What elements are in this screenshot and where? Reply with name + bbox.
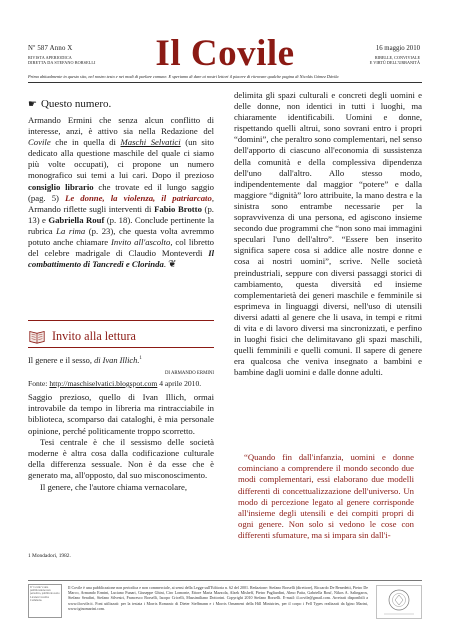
pointing-hand-icon: ☛ <box>28 99 37 111</box>
illich-quote: “Quando fin dall'infanzia, uomini e donne cominciano a comprendere il mondo secondo due modi complementari, essi elaborano due modelli differenti di concettualizzazione dell'universo. Un modo di percezione legato al genere corrisponde all'insieme degli utensili e dei compiti propri di ogni genere. Non solo si vedono le cose con differenti sfumature, ma si impara sin dall'i- <box>238 452 414 541</box>
masthead-right-subtitle <box>310 55 420 66</box>
intro-text-9: , col libretto del celebre madrigale di Claudio Monteverdi <box>28 237 214 259</box>
masthead-subtitle <box>28 55 138 66</box>
masthead-left <box>28 45 138 66</box>
section-rule <box>28 320 214 321</box>
masthead-right <box>310 45 420 66</box>
article-title-author: di Ivan Illich. <box>94 356 140 365</box>
invito-title: Invito alla lettura <box>52 328 136 343</box>
intro-text-1: Armando Ermini che senza alcun conflitto di interesse, anzi, è attivo sia nella Redazione del <box>28 115 214 137</box>
source-date: 4 aprile 2010. <box>157 379 202 388</box>
colophon-text: Il Covile è una pubblicazione non periodica e non commerciale, ai sensi della Legge sull'Editoria n. 62 del 2001. Redazione: Stefano Borselli (direttore), Riccardo De Benedetti, Pietro De Marco, Armando Ermini, Luciano Funari, Giuseppe Ghini, Ciro Lomonte, Ettore Maria Mazzola, Alzek Misheff, Pietro Pagliardini, Almo Paita, Gabriella Rouf, Nikos A. Salingaros, Stefano Serafini, Stefano Silvestri, Francesco Borselli, Iacopo Cricelli, Massimiliano Dottorini. Copyright 2010 Stefano Borselli. E-mail: il.covile@gmail.com. Arretrati disponibili a www.ilcovile.it. Font utilizzati: per la testata i Morris Romanic di Dieter Steffmann e i Morris Ornament della Hill Ministries, per il corpo i Fell Types realizzati da Igino Marini, www.iginomarini.com. <box>68 585 368 611</box>
source-label: Fonte: <box>28 379 50 388</box>
intro-text-2: che in quella di <box>50 137 121 148</box>
right-column-text: delimita gli spazi culturali e concreti degli uomini e delle donne, non identici in tutti i luoghi, ma chiaramente identificabili. Uomini e donne, rispettando quelli altrui, sono sovrani entro i propri “domini”, che peraltro sono complementari, nel senso dell'apporto di ciascuno all'economia di sussistenza della comunità e della complessiva dipendenza dell'uno dall'altro. Allo stesso modo, indipendentemente dal maggior “potere” e dalla maggiore “dignità” loro attribuite, la mano destra e la sinistra sono entrambe necessarie per la sopravvivenza di una persona, ed agiscono insieme secondo due programmi che “non sono mai immagini speculari l'uno dell'altro”. “Essere ben inserito significa sapere cosa si addice alle nostre donne e cosa ai nostri uomini”, scrive. Nelle società preindustriali, seppure con diversi passaggi storici di cambiamento, questa diversità ed insieme complementarietà dei generi maschile e femminile si esprimeva in linguaggi diversi, nell'uso di utensili diversi adatti al genere che li usava, in tempi e ritmi di vita e di lavoro diversi ma sincronizzati, e perfino in luoghi fisici che delimitavano gli spazi maschili, quelli femminili e quelli comuni. Il sapere di genere era qualcosa che veniva insegnato a bambini e bambine dagli uomini e dalle donne adulti. <box>234 90 422 378</box>
article-paragraph-3: Il genere, che l'autore chiama vernacolare, <box>40 481 187 492</box>
subtitle-line-2: DIRETTA DA STEFANO BORSELLI <box>28 60 96 66</box>
masthead-tagline: Prima abitualmente in questo sito, nel nostro testo e nei modi di parlare comune. E speriamo di dare ai nostri lettori il piacere di ritrovare qualche pagina di Nicolás Gómez Dávila <box>28 74 339 79</box>
article-paragraph-2: Tesi centrale è che il sessismo delle società moderne è altra cosa dalla codificazione culturale della differenza sessuale. Non è da esse che è generato ma, all'opposto, dal suo misconoscimento. <box>28 436 214 481</box>
author-fabio-brotto: Fabio Brotto <box>154 203 202 214</box>
article-title-text: Il genere e il sesso, <box>28 356 95 365</box>
intro-text-6: (p. 13) e <box>28 203 214 225</box>
article-source <box>28 379 214 388</box>
issue-number: Nº 587 Anno X <box>28 45 73 52</box>
book-icon <box>28 327 46 345</box>
source-link[interactable]: http://maschiselvatici.blogspot.com <box>49 379 158 388</box>
article-body <box>28 392 214 493</box>
article-byline: DI ARMANDO ERMINI <box>164 371 214 376</box>
intro-text-8: (p. 23), che questa volta avremmo potuto anche chiamare <box>28 225 214 248</box>
right-column <box>234 90 422 378</box>
masthead-rule <box>28 82 422 83</box>
intro-heading <box>28 98 214 112</box>
intro-text-4: che trovate ed il lungo saggio (pag. 5) <box>28 181 214 203</box>
right-line-1: RIBELLE, CONVIVIALE <box>374 55 420 60</box>
intro-heading-text: Questo numero. <box>40 98 112 111</box>
intro-text-3: (un sito dedicato alla questione maschile del quale ci siamo più volte occupati), ci propone un numero monografico sui temi a lui cari. Dopo il prezioso <box>28 137 214 181</box>
saggio-title: Le donne, la violenza, il patriarcato <box>65 192 212 203</box>
intro-text-end: . <box>163 259 166 270</box>
seal-icon <box>376 585 422 619</box>
covile-italic: Covile <box>28 137 51 148</box>
rubrica-la-rima: La rima <box>56 225 86 236</box>
maschi-selvatici-link[interactable]: Maschi Selvatici <box>120 137 181 148</box>
intro-text-7: (p. 18). Conclude pertinente la rubrica <box>28 214 214 236</box>
right-line-2: E VIRTÙ DELL'URBANITÀ <box>369 60 420 66</box>
combattimento-title: Il combattimento di Tancredi e Clorinda <box>28 248 214 270</box>
issue-date: 16 maggio 2010 <box>375 45 420 52</box>
license-box: Il ‘Covile’ è una pubblicazione non periodica, pubblicata sotto Licenza Creative Commons. <box>28 584 62 618</box>
intro-text-5: , Armando riflette sugli interventi di <box>28 192 214 214</box>
subtitle-line-1: RIVISTA APERIODICA <box>28 55 72 60</box>
masthead-title: Il Covile <box>155 33 295 74</box>
article-title <box>28 356 214 365</box>
invito-heading <box>28 327 214 345</box>
consiglio-librario-bold: consiglio librario <box>28 181 94 192</box>
left-column <box>28 90 214 270</box>
invito-ascolto-italic: Invito all'ascolto <box>111 237 171 248</box>
invito-underline <box>28 347 214 348</box>
intro-body <box>28 115 214 270</box>
article-paragraph-1: Saggio prezioso, quello di Ivan Illich, ormai introvabile da tempo in libreria ma rintracciabile in biblioteca, scomparso dai cataloghi, è mia personale opinione, perché politicamente troppo scorretto. <box>28 392 214 436</box>
intro-paragraph <box>28 115 214 270</box>
footnote-mark: 1 <box>139 356 142 362</box>
author-gabriella-rouf: Gabriella Rouf <box>48 214 105 225</box>
footnote: 1 Mondadori, 1982. <box>28 553 71 559</box>
fleuron-icon: ❦ <box>168 259 177 271</box>
footer-rule <box>28 580 422 581</box>
